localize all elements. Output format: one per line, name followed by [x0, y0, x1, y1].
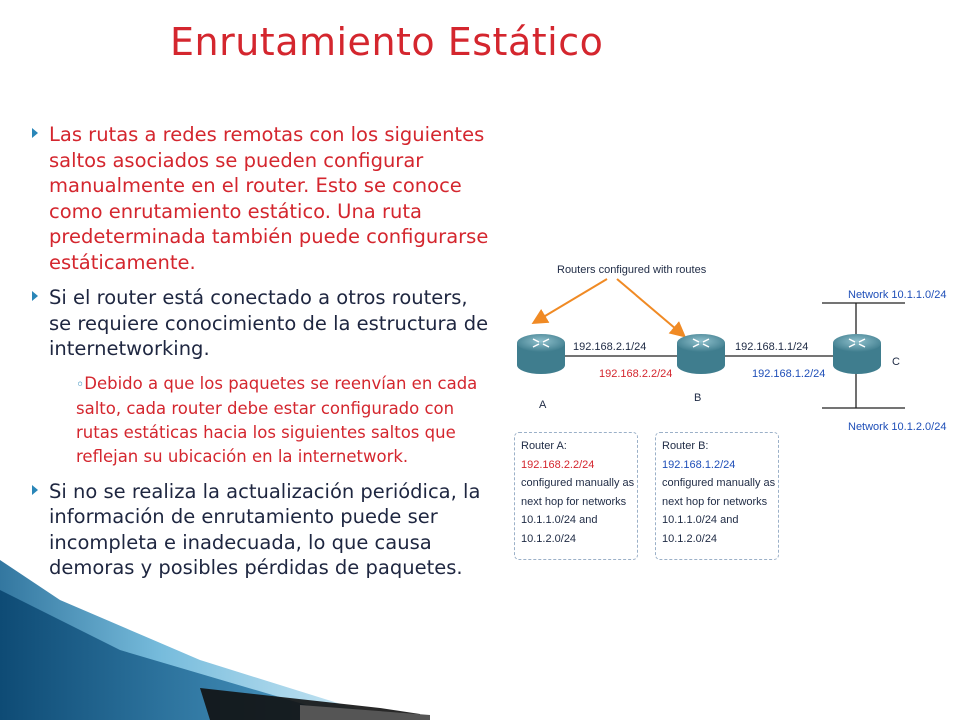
info-line: 10.1.1.0/24 and [521, 514, 598, 526]
pointer-arrow [617, 279, 683, 335]
info-heading: Router B: [662, 440, 709, 452]
router-b-info-box [655, 432, 779, 560]
info-heading: Router A: [521, 440, 567, 452]
info-address: 192.168.1.2/24 [662, 458, 736, 471]
info-line: configured manually as [521, 477, 635, 489]
ring-bullet-icon: ◦ [76, 376, 85, 393]
router-c-icon [833, 334, 881, 374]
bullet-item [30, 122, 492, 275]
link-ip-label: 192.168.1.2/24 [752, 368, 826, 380]
bullet-text: Si no se realiza la actualización periódica, la información de enrutamiento puede ser incompleta e inadecuada, lo que causa demoras y posibles pérdidas de paquetes. [49, 479, 481, 579]
info-line: 10.1.2.0/24 [521, 532, 577, 545]
router-label-c: C [892, 356, 900, 368]
router-a-info-box [514, 432, 638, 560]
info-line: 10.1.2.0/24 [662, 532, 718, 545]
info-line: configured manually as [662, 477, 776, 489]
info-line: next hop for networks [662, 495, 768, 508]
bullet-arrow-icon [32, 291, 38, 301]
bullet-arrow-icon [32, 128, 38, 138]
router-label-a: A [539, 399, 547, 411]
link-ip-label: 192.168.2.1/24 [573, 341, 647, 353]
info-line: next hop for networks [521, 495, 627, 508]
sub-bullet-item [76, 372, 492, 469]
router-a-icon [517, 334, 565, 374]
bullet-item [30, 285, 492, 362]
info-line: 10.1.1.0/24 and [662, 514, 739, 526]
network-label: Network 10.1.2.0/24 [848, 421, 947, 433]
sub-bullet-text: Debido a que los paquetes se reenvían en cada salto, cada router debe estar configurado con rutas estáticas hacia los siguientes saltos que reflejan su ubicación en la internetwork. [76, 373, 478, 466]
link-ip-label: 192.168.1.1/24 [735, 341, 809, 353]
diagram-caption: Routers configured with routes [557, 264, 707, 276]
router-b-icon [677, 334, 725, 374]
bullet-text: Si el router está conectado a otros routers, se requiere conocimiento de la estructura de internetworking. [49, 286, 489, 360]
network-diagram [505, 255, 960, 575]
pointer-arrow [535, 279, 607, 322]
bullet-text: Las rutas a redes remotas con los siguientes saltos asociados se pueden configurar manualmente en el router. Esto se conoce como enrutamiento estático. Una ruta predeterminada también puede configurarse estáticamente. [49, 123, 489, 274]
network-label: Network 10.1.1.0/24 [848, 289, 947, 301]
router-label-b: B [694, 392, 702, 404]
info-address: 192.168.2.2/24 [521, 458, 595, 471]
bullet-arrow-icon [32, 485, 38, 495]
slide-title: Enrutamiento Estático [170, 20, 604, 64]
link-ip-label: 192.168.2.2/24 [599, 368, 673, 380]
decorative-wedge [0, 560, 440, 720]
bullet-list [30, 122, 492, 591]
